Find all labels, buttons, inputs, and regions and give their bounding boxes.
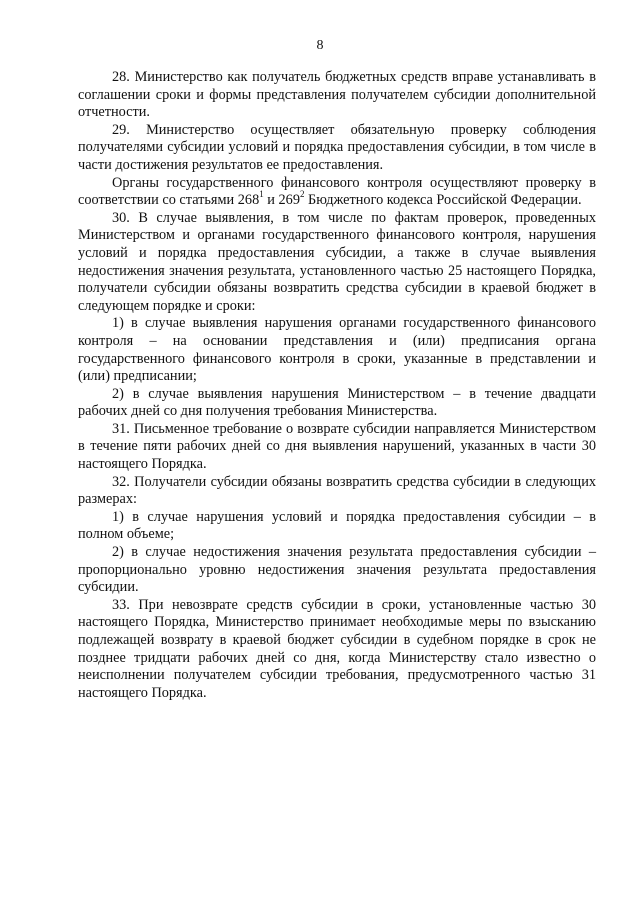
footnote-superscript-2: 2 [299, 189, 305, 200]
page-number: 8 [316, 38, 324, 53]
paragraph-control-bodies [78, 175, 596, 210]
paragraph-30: 30. В случае выявления, в том числе по фактам проверок, проведенных Министерством и органами государственного финансового контроля, нарушения условий и порядка предоставления субсидии, а также в случае выявления недостижения значения результата, установленного частью 25 настоящего Порядка, получатели субсидии обязаны возвратить средства субсидии в краевой бюджет в следующем порядке и сроки: [78, 209, 596, 314]
paragraph-28: 28. Министерство как получатель бюджетных средств вправе устанавливать в соглашении сроки и формы представления получателем субсидии дополнительной отчетности. [78, 69, 596, 121]
paragraph-31: 31. Письменное требование о возврате субсидии направляется Министерством в течение пяти рабочих дней со дня выявления нарушений, указанных в части 30 настоящего Порядка. [78, 420, 596, 473]
control-text-end: Бюджетного кодекса Российской Федерации. [304, 192, 582, 209]
paragraph-33: 33. При невозврате средств субсидии в сроки, установленные частью 30 настоящего Порядка, Министерство принимает необходимые меры по взысканию подлежащей возврату в краевой бюджет субсидии в судебном порядке в срок не позднее тридцати рабочих дней со дня, когда Министерству стало известно о неисполнении получателем субсидии требования, предусмотренного частью 31 настоящего Порядка. [78, 596, 596, 701]
paragraph-32-item-2: 2) в случае недостижения значения результата предоставления субсидии – пропорционально уровню недостижения значения результата предоставления субсидии. [78, 544, 596, 596]
control-text-middle: и 269 [263, 192, 300, 209]
paragraph-29: 29. Министерство осуществляет обязательную проверку соблюдения получателями субсидии условий и порядка предоставления субсидии, в том числе в части достижения результатов ее предоставления. [78, 121, 596, 173]
document-body [78, 69, 596, 702]
paragraph-32-item-1: 1) в случае нарушения условий и порядка предоставления субсидии – в полном объеме; [78, 508, 596, 543]
paragraph-30-item-1: 1) в случае выявления нарушения органами государственного финансового контроля – на основании представления и (или) предписания органа государственного финансового контроля в сроки, указанные в представлении и (или) предписании; [78, 315, 596, 385]
control-text-start: Органы государственного финансового контроля осуществляют проверку в соответствии со статьями 268 [78, 174, 596, 209]
footnote-superscript-1: 1 [259, 189, 264, 200]
paragraph-30-item-2: 2) в случае выявления нарушения Министерством – в течение двадцати рабочих дней со дня получения требования Министерства. [78, 385, 596, 420]
paragraph-32: 32. Получатели субсидии обязаны возвратить средства субсидии в следующих размерах: [78, 473, 596, 508]
